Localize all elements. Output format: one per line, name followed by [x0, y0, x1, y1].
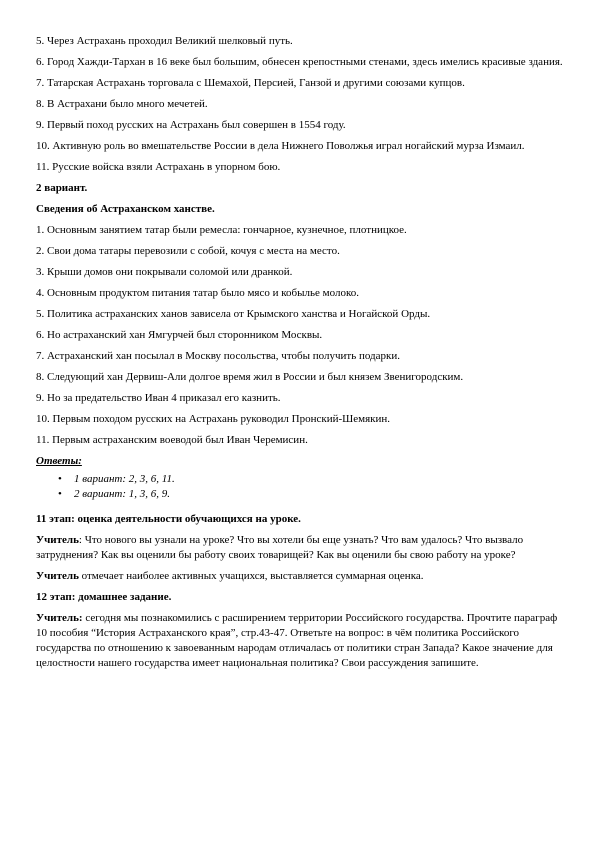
- list-item: 6. Город Хажди-Тархан в 16 веке был большим, обнесен крепостными стенами, здесь имелись красивые здания.: [36, 56, 563, 68]
- document-page: [36, 34, 564, 677]
- stage-11-heading: 11 этап: оценка деятельности обучающихся на уроке.: [36, 513, 301, 525]
- list-item: 5. Через Астрахань проходил Великий шелковый путь.: [36, 35, 293, 47]
- list-item: 9. Но за предательство Иван 4 приказал его казнить.: [36, 392, 281, 404]
- stage-12-heading: 12 этап: домашнее задание.: [36, 591, 172, 603]
- variant-2-subheading: Сведения об Астраханском ханстве.: [36, 203, 215, 215]
- stage-11-teacher-questions: [36, 533, 564, 563]
- list-item: 8. В Астрахани было много мечетей.: [36, 98, 208, 110]
- list-item: 7. Астраханский хан посылал в Москву посольства, чтобы получить подарки.: [36, 350, 400, 362]
- teacher-label: Учитель: [36, 534, 79, 546]
- list-item: 3. Крыши домов они покрывали соломой или дранкой.: [36, 266, 293, 278]
- answers-title: Ответы:: [36, 455, 82, 467]
- answer-item: [36, 472, 564, 487]
- list-item: 10. Активную роль во вмешательстве России в дела Нижнего Поволжья играл ногайский мурза Измаил.: [36, 140, 525, 152]
- answers-list: [36, 472, 564, 502]
- list-item: 10. Первым походом русских на Астрахань руководил Пронский-Шемякин.: [36, 413, 391, 425]
- list-item: 8. Следующий хан Дервиш-Али долгое время жил в России и был князем Звенигородским.: [36, 371, 464, 383]
- answer-text: 1 вариант: 2, 3, 6, 11.: [74, 473, 175, 485]
- stage-12-homework: [36, 611, 564, 671]
- bullet-icon: •: [58, 473, 62, 485]
- list-item: 2. Свои дома татары перевозили с собой, кочуя с места на место.: [36, 245, 340, 257]
- list-item: 9. Первый поход русских на Астрахань был совершен в 1554 году.: [36, 119, 346, 131]
- list-item: 11. Русские войска взяли Астрахань в упорном бою.: [36, 161, 281, 173]
- list-item: 1. Основным занятием татар были ремесла: гончарное, кузнечное, плотницкое.: [36, 224, 407, 236]
- bullet-icon: •: [58, 488, 62, 500]
- list-item: 11. Первым астраханским воеводой был Иван Черемисин.: [36, 434, 308, 446]
- paragraph-text: сегодня мы познакомились с расширением территории Российского государства. Прочтите параграф 10 пособия “История Астраханского края”, стр.43-47. Ответьте на вопрос: в чём политика Российского государства по отношению к завоеванным народам отличалась от политики стран Запада? Какое значение для целостности нашего государства имеет национальная политика? Свои рассуждения запишите.: [36, 612, 558, 669]
- list-item: 4. Основным продуктом питания татар было мясо и кобылье молоко.: [36, 287, 359, 299]
- teacher-label: Учитель: [36, 570, 79, 582]
- teacher-label: Учитель:: [36, 612, 83, 624]
- variant-2-heading: 2 вариант.: [36, 182, 88, 194]
- paragraph-text: : Что нового вы узнали на уроке? Что вы хотели бы еще узнать? Что вам удалось? Что вызвало затруднения? Как вы оценили бы работу своих товарищей? Как вы оценили бы свою работу на уроке?: [36, 534, 524, 561]
- list-item: 7. Татарская Астрахань торговала с Шемахой, Персией, Ганзой и другими союзами купцов.: [36, 77, 465, 89]
- answer-text: 2 вариант: 1, 3, 6, 9.: [74, 488, 171, 500]
- paragraph-text: отмечает наиболее активных учащихся, выставляется суммарная оценка.: [78, 570, 424, 582]
- stage-11-teacher-grading: [36, 569, 564, 584]
- list-item: 6. Но астраханский хан Ямгурчей был сторонником Москвы.: [36, 329, 323, 341]
- answer-item: [36, 487, 564, 502]
- list-item: 5. Политика астраханских ханов зависела от Крымского ханства и Ногайской Орды.: [36, 308, 431, 320]
